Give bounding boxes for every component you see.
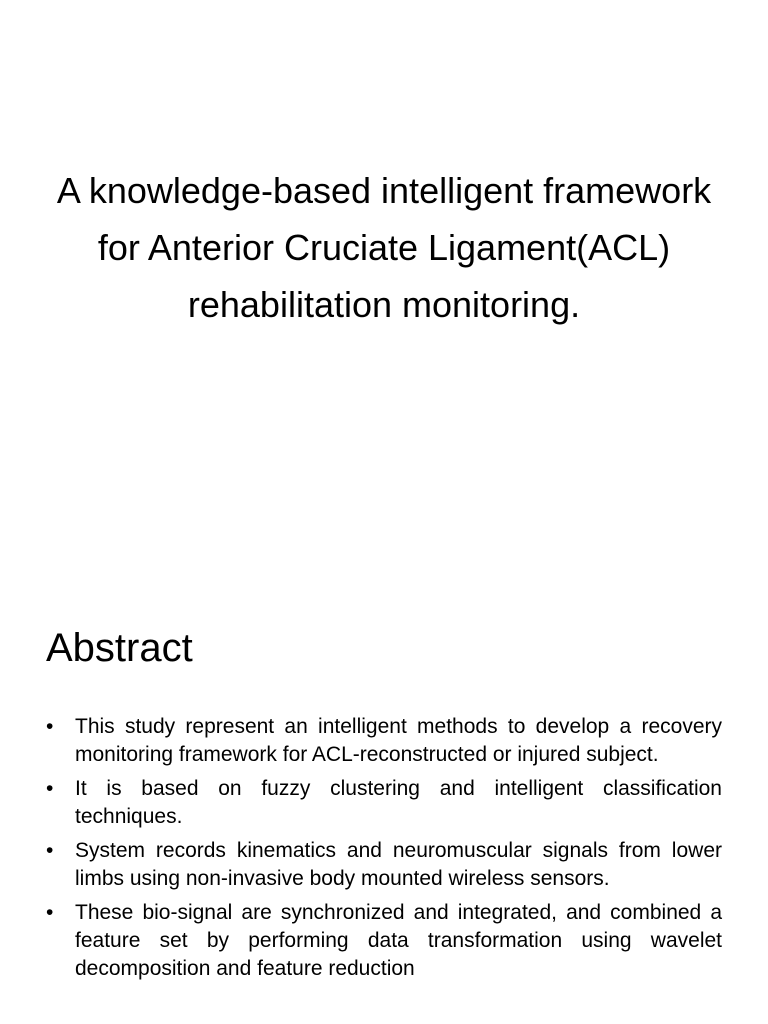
bullet-item (46, 899, 722, 983)
bullet-icon: • (46, 777, 54, 800)
bullet-text: It is based on fuzzy clustering and intelligent classification techniques. (75, 777, 722, 828)
bullet-icon: • (46, 839, 54, 862)
bullet-text: This study represent an intelligent methods to develop a recovery monitoring framework for ACL-reconstructed or injured subject. (75, 715, 722, 766)
bullet-item (46, 713, 722, 769)
slide-title: A knowledge-based intelligent framework for Anterior Cruciate Ligament(ACL) rehabilitation monitoring. (56, 170, 712, 325)
abstract-heading: Abstract (46, 626, 193, 670)
abstract-bullet-list (46, 713, 722, 989)
bullet-text: System records kinematics and neuromuscular signals from lower limbs using non-invasive body mounted wireless sensors. (75, 839, 722, 890)
bullet-item (46, 775, 722, 831)
bullet-icon: • (46, 901, 54, 924)
bullet-icon: • (46, 715, 54, 738)
bullet-item (46, 837, 722, 893)
bullet-text: These bio-signal are synchronized and integrated, and combined a feature set by performing data transformation using wavelet decomposition and feature reduction (75, 901, 722, 980)
